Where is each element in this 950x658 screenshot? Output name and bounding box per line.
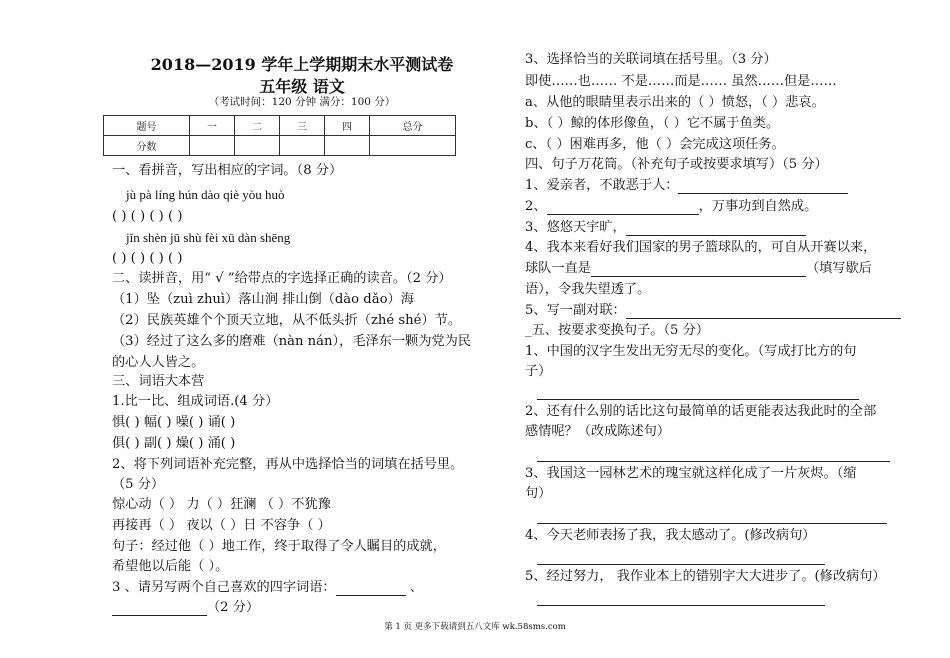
score-table-header-cell: 四 (325, 116, 370, 136)
question-line: 5、经过努力， 我作业本上的错别字大大进步了。(修改病句） (525, 569, 886, 584)
question-line[interactable]: 希望他以后能（ ）。 (112, 559, 229, 574)
idiom-row[interactable]: 再接再（ ） 夜以（ ）日 不容争（ ） (112, 518, 331, 533)
question-text: 球队一直是 (525, 261, 591, 276)
score-table-header-cell: 三 (279, 116, 324, 136)
question-text: （填写歇后 (805, 261, 872, 276)
question-line[interactable]: a、从他的眼睛里表示出来的（ ）愤怒，（ ）悲哀。 (525, 95, 825, 110)
question-line[interactable]: 句子：经过他（ ）地工作，终于取得了令人瞩目的成就， (112, 539, 446, 554)
answer-blank[interactable] (678, 181, 848, 194)
question-text: 2、 (525, 199, 547, 214)
section-1-heading: 一、看拼音，写出相应的字词。（8 分） (112, 163, 343, 178)
answer-line[interactable] (537, 549, 825, 565)
score-cell[interactable] (189, 136, 234, 156)
question-line: 3 、请另写两个自己喜欢的四字词语： 、 (112, 580, 423, 595)
score-cell[interactable] (370, 136, 456, 156)
score-table-header-cell: 二 (234, 116, 279, 136)
question-text: 3 、请另写两个自己喜欢的四字词语： (112, 580, 336, 595)
question-line: 4、今天老师表扬了我，我太感动了。(修改病句） (525, 528, 816, 543)
question-line (525, 261, 872, 277)
conjunction-options: 即使……也…… 不是……而是…… 虽然……但是…… (525, 74, 837, 89)
question-line: 感情呢？（改成陈述句） (525, 424, 671, 439)
answer-blank[interactable] (626, 223, 806, 236)
question-line[interactable]: c、（ ）困难再多，他（ ）会完成这项任务。 (525, 137, 785, 152)
question-line (525, 303, 901, 319)
score-table (103, 115, 456, 156)
question-line: 2、还有什么别的话比这句最简单的话更能表达我此时的全部 (525, 404, 877, 419)
pinyin-row: jù pà líng hún dào qiè yòu huò (126, 187, 285, 202)
question-line: （2）民族英雄个个顶天立地，从不低头折（zhé shé）节。 (112, 313, 462, 328)
question-text: （2 分） (207, 600, 260, 615)
question-text: 1、爱亲者，不敢恶于人： (525, 178, 679, 193)
answer-line[interactable] (537, 508, 887, 524)
idiom-row[interactable]: 惊心动（ ） 力（ ）狂澜 （ ）不犹豫 (112, 497, 331, 512)
question-text: ，万事功到自然成。 (698, 199, 818, 214)
question-line: 1、中国的汉字生发出无穷无尽的变化。（写成打比方的句 (525, 344, 857, 359)
score-table-header-cell: 一 (189, 116, 234, 136)
score-cell[interactable] (325, 136, 370, 156)
answer-blank[interactable] (336, 583, 406, 596)
section-2-heading: 二、读拼音，用“ √ ”给带点的字选择正确的读音。（2 分） (112, 271, 452, 286)
word-compare-row[interactable]: 惧( ) 幅( ) 噪( ) 诵( ) (112, 415, 236, 430)
answer-line[interactable] (537, 384, 859, 400)
score-table-row-label: 分数 (104, 136, 190, 156)
answer-blank[interactable] (626, 306, 901, 319)
question-line: （1）坠（zuì zhuì）落山涧 排山倒（dào dǎo）海 (112, 292, 414, 307)
question-line (112, 600, 259, 616)
question-text: 5、写一副对联： (525, 303, 626, 318)
answer-blank[interactable] (547, 202, 699, 215)
question-line: （5 分） (112, 477, 165, 492)
pinyin-row: jǐn shèn jū shù fèi xū dàn shēng (126, 230, 291, 245)
question-line: 4、我本来看好我们国家的男子篮球队的，可自从开赛以来， (525, 240, 877, 255)
score-cell[interactable] (279, 136, 324, 156)
score-table-header-cell: 总分 (370, 116, 456, 136)
score-cell[interactable] (234, 136, 279, 156)
section-3-heading: 三、词语大本营 (112, 374, 205, 389)
question-line: 子） (525, 364, 552, 379)
question-line: 的心人人皆之。 (112, 355, 205, 370)
question-heading: 3、选择恰当的关联词填在括号里。（3 分） (525, 52, 777, 67)
question-line: 1.比一比、组成词语.(4 分） (112, 394, 279, 409)
question-line (525, 220, 806, 236)
word-compare-row[interactable]: 俱( ) 副( ) 燥( ) 涌( ) (112, 436, 236, 451)
question-line: 句） (525, 486, 552, 501)
question-text: 3、悠悠天宇旷， (525, 220, 626, 235)
page-footer: 第 1 页 更多下载请到五八文库 wk.58sms.com (384, 622, 566, 632)
question-line: 3、我国这一园林艺术的瑰宝就这样化成了一片灰烬。（缩 (525, 466, 857, 481)
answer-brackets[interactable]: ( ) ( ) ( ) ( ) (112, 251, 183, 266)
section-4-heading: 四、句子万花筒。（补充句子或按要求填写）（5 分） (525, 157, 828, 172)
score-table-header-cell: 题号 (104, 116, 190, 136)
answer-blank[interactable] (112, 603, 207, 616)
question-line (525, 199, 817, 215)
answer-blank[interactable] (591, 264, 806, 277)
answer-line[interactable] (537, 446, 890, 462)
question-line: 2、将下列词语补充完整，再从中选择恰当的词填在括号里。 (112, 457, 464, 472)
question-line (525, 178, 848, 194)
question-line: 语），令我失望透了。 (525, 282, 651, 297)
section-5-heading: _五、按要求变换句子。（5 分） (525, 323, 710, 338)
exam-subtitle: 五年级 语文 (259, 77, 345, 96)
answer-brackets[interactable]: ( ) ( ) ( ) ( ) (112, 209, 183, 224)
exam-info: （考试时间：120 分钟 满分：100 分） (208, 96, 396, 108)
answer-line[interactable] (537, 590, 825, 606)
question-line: （3）经过了这么多的磨难（nàn nán），毛泽东一颗为党为民 (112, 334, 471, 349)
question-line[interactable]: b、（ ）鲸的体形像鱼，（ ）它不属于鱼类。 (525, 116, 780, 131)
exam-title: 2018—2019 学年上学期期末水平测试卷 (150, 55, 454, 74)
